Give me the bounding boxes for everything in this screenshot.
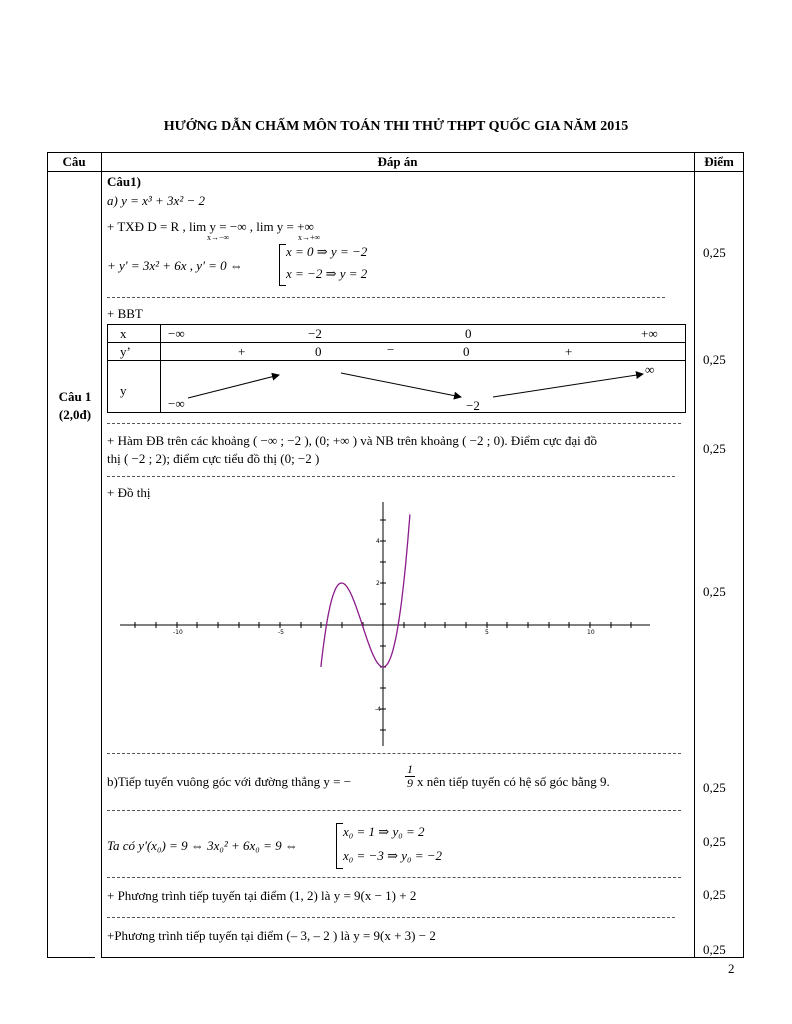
score: 0,25 xyxy=(703,245,726,260)
graph-label: + Đồ thị xyxy=(107,485,151,500)
header-question: Câu xyxy=(62,154,86,169)
increase-arrow xyxy=(493,374,643,397)
header-answer: Đáp án xyxy=(377,154,418,169)
bbt-dy-value: 0 xyxy=(463,344,470,359)
header-divider xyxy=(47,171,744,172)
tangent-point-case-2: x₀ = −3 ⇒ y₀ = −2 xyxy=(343,848,443,863)
dashed-separator xyxy=(107,476,675,477)
case-bracket xyxy=(279,244,286,286)
limit-subscript: x→−∞ xyxy=(207,233,230,242)
tangent-slope-text: x nên tiếp tuyến có hệ số góc bằng 9. xyxy=(417,774,610,789)
variation-table xyxy=(107,324,686,413)
bbt-row-y: y xyxy=(120,383,127,398)
bbt-arrows xyxy=(108,325,687,414)
function-definition: a) y = x³ + 3x² − 2 xyxy=(107,193,206,208)
increase-arrow xyxy=(188,375,279,398)
bbt-x-value: +∞ xyxy=(641,326,658,341)
decrease-arrow xyxy=(341,373,461,397)
column-divider xyxy=(101,152,102,958)
tangent-point-case-1: x₀ = 1 ⇒ y₀ = 2 xyxy=(343,824,425,839)
critical-case-2: x = −2 ⇒ y = 2 xyxy=(286,266,368,281)
bbt-row-dy: y’ xyxy=(120,344,131,359)
y-tick-label: 4 xyxy=(376,538,380,545)
bbt-row-x: x xyxy=(120,326,127,341)
bbt-x-value: 0 xyxy=(465,326,472,341)
x-tick-label: -5 xyxy=(278,629,284,636)
score: 0,25 xyxy=(703,887,726,902)
bbt-y-value: −∞ xyxy=(168,396,185,411)
bbt-dy-value: + xyxy=(238,344,246,359)
question-label: Câu 1 (2,0đ) xyxy=(58,389,92,422)
y-tick-label: 2 xyxy=(376,580,380,587)
bbt-dy-value: 0 xyxy=(315,344,322,359)
table-bottom-rule xyxy=(47,957,95,958)
score: 0,25 xyxy=(703,584,726,599)
column-divider xyxy=(694,152,695,958)
score: 0,25 xyxy=(703,834,726,849)
cubic-curve xyxy=(321,514,410,667)
dashed-separator xyxy=(107,877,681,878)
tangent-equation-2: +Phương trình tiếp tuyến tại điểm (– 3, – 2 ) là y = 9(x + 3) − 2 xyxy=(107,928,436,943)
function-graph xyxy=(110,500,660,750)
dashed-separator xyxy=(107,423,681,424)
bbt-y-value: ∞ xyxy=(645,362,655,377)
header-score: Điểm xyxy=(704,154,734,169)
score: 0,25 xyxy=(703,352,726,367)
domain-limits: + TXĐ D = R , lim y = −∞ , lim y = +∞ xyxy=(107,219,314,234)
x-tick-label: -10 xyxy=(173,629,183,636)
bbt-y-value: −2 xyxy=(466,398,480,413)
monotonic-text-1: + Hàm ĐB trên các khoảng ( −∞ ; −2 ), (0; +∞ ) và NB trên khoảng ( −2 ; 0). Điểm cực đại đồ xyxy=(107,433,598,448)
derivative-equation: Ta có y'(x₀) = 9 ⇔ 3x₀² + 6x₀ = 9 ⇔ xyxy=(107,838,298,853)
y-tick-label: -4 xyxy=(375,706,381,713)
table-bottom-rule xyxy=(101,957,744,958)
score: 0,25 xyxy=(703,942,726,957)
dashed-separator xyxy=(107,917,675,918)
fraction: 1 9 xyxy=(407,762,413,790)
bbt-x-value: −∞ xyxy=(168,326,185,341)
case-bracket xyxy=(336,823,343,869)
derivative-line: + y' = 3x² + 6x , y' = 0 ⇔ xyxy=(107,258,243,273)
document-title: HƯỚNG DẪN CHẤM MÔN TOÁN THI THỬ THPT QUỐC GIA NĂM 2015 xyxy=(163,119,629,134)
dashed-separator xyxy=(107,753,681,754)
dashed-separator xyxy=(107,810,681,811)
part-a-heading: Câu1) xyxy=(107,174,141,189)
bbt-dy-value: − xyxy=(387,342,395,357)
critical-case-1: x = 0 ⇒ y = −2 xyxy=(286,244,368,259)
tangent-condition: b)Tiếp tuyến vuông góc với đường thẳng y = − xyxy=(107,774,352,789)
tangent-equation-1: + Phương trình tiếp tuyến tại điểm (1, 2) là y = 9(x − 1) + 2 xyxy=(107,888,417,903)
score: 0,25 xyxy=(703,780,726,795)
monotonic-text-2: thị ( −2 ; 2); điểm cực tiểu đồ thị (0; −2 ) xyxy=(107,451,320,466)
dashed-separator xyxy=(107,297,665,298)
x-tick-label: 5 xyxy=(485,629,489,636)
bbt-x-value: −2 xyxy=(308,326,322,341)
bbt-label: + BBT xyxy=(107,306,143,321)
x-tick-label: 10 xyxy=(587,629,595,636)
bbt-dy-value: + xyxy=(565,344,573,359)
limit-subscript: x→+∞ xyxy=(298,233,321,242)
page-number: 2 xyxy=(728,961,735,976)
score: 0,25 xyxy=(703,441,726,456)
